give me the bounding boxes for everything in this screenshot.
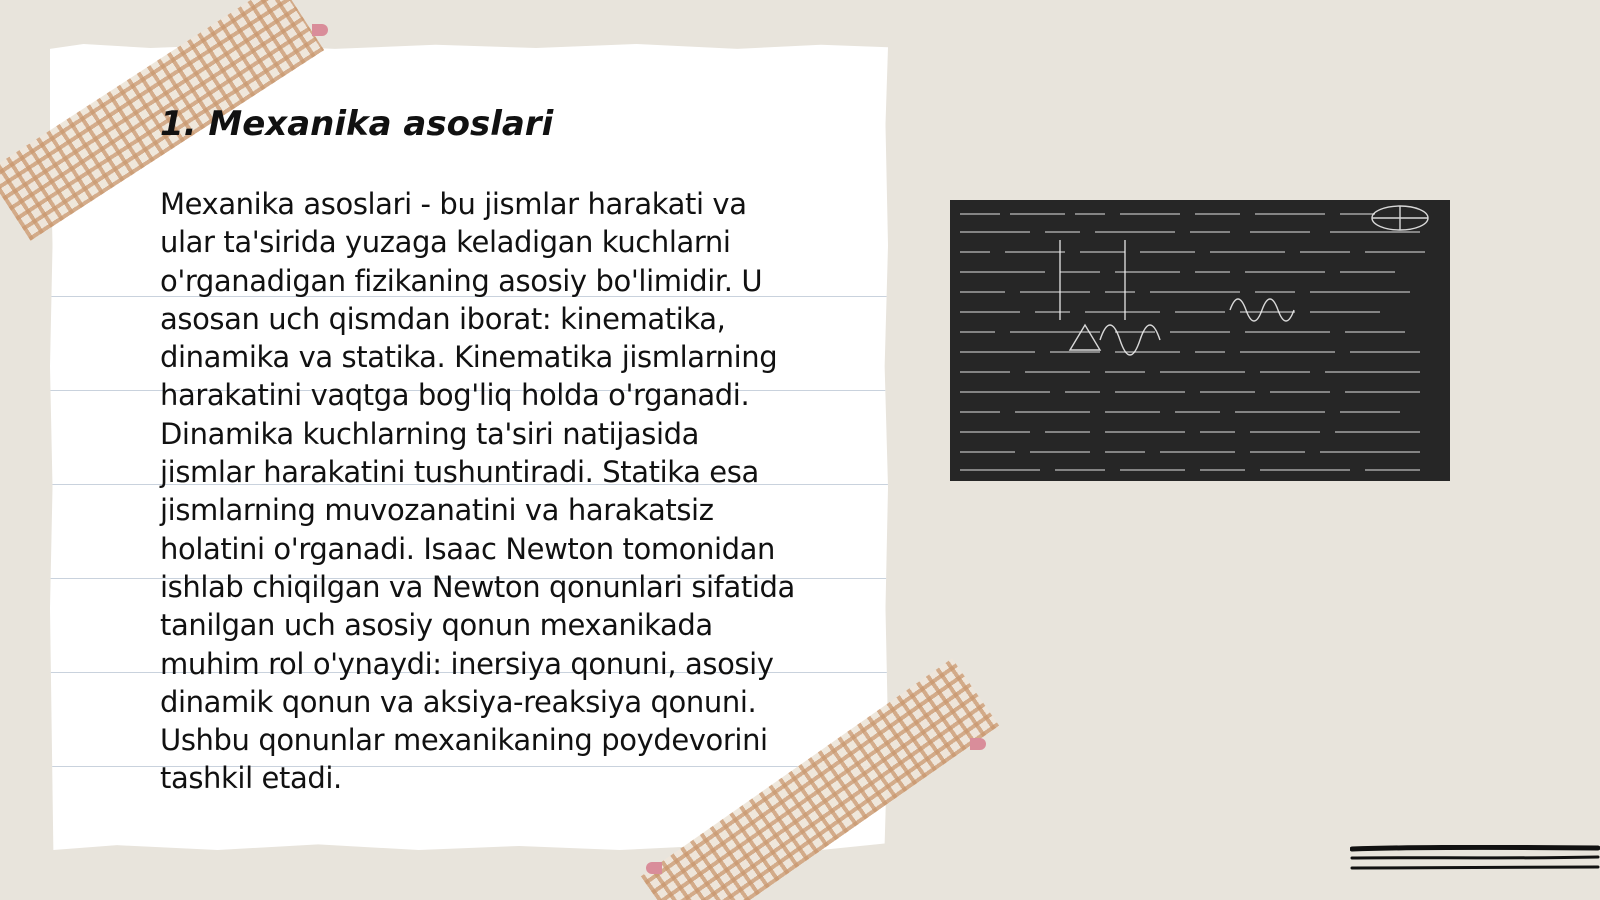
body-paragraph — [160, 185, 850, 798]
body-line: muhim rol o'ynaydi: inersiya qonuni, asosiy — [160, 646, 774, 681]
pin-icon — [646, 862, 662, 874]
body-line: holatini o'rganadi. Isaac Newton tomonidan — [160, 531, 776, 566]
body-line: Mexanika asoslari - bu jismlar harakati va — [160, 187, 747, 221]
slide-title: 1. Mexanika asoslari — [160, 104, 554, 144]
body-line: jismlarning muvozanatini va harakatsiz — [160, 493, 714, 528]
body-line: o'rganadigan fizikaning asosiy bo'limidir. U — [160, 263, 763, 298]
pin-icon — [970, 738, 986, 750]
body-line: jismlar harakatini tushuntiradi. Statika esa — [160, 455, 759, 490]
chalkboard-equations-graphic — [950, 200, 1450, 481]
body-line: tanilgan uch asosiy qonun mexanikada — [160, 608, 713, 643]
body-line: asosan uch qismdan iborat: kinematika, — [160, 301, 726, 336]
body-line: dinamik qonun va aksiya-reaksiya qonuni. — [160, 684, 757, 719]
body-line: Ushbu qonunlar mexanikaning poydevorini — [160, 723, 768, 758]
body-line: tashkil etadi. — [160, 761, 342, 796]
chalkboard-equations-image — [950, 200, 1450, 481]
body-line: dinamika va statika. Kinematika jismlarning — [160, 340, 778, 375]
pin-icon — [312, 24, 328, 36]
body-line: ular ta'sirida yuzaga keladigan kuchlarni — [160, 225, 731, 260]
body-line: harakatini vaqtga bog'liq holda o'rganadi. — [160, 378, 750, 413]
body-line: ishlab chiqilgan va Newton qonunlari sifatida — [160, 569, 795, 604]
body-line: Dinamika kuchlarning ta'siri natijasida — [160, 416, 700, 451]
decorative-brush-lines — [1350, 845, 1600, 895]
